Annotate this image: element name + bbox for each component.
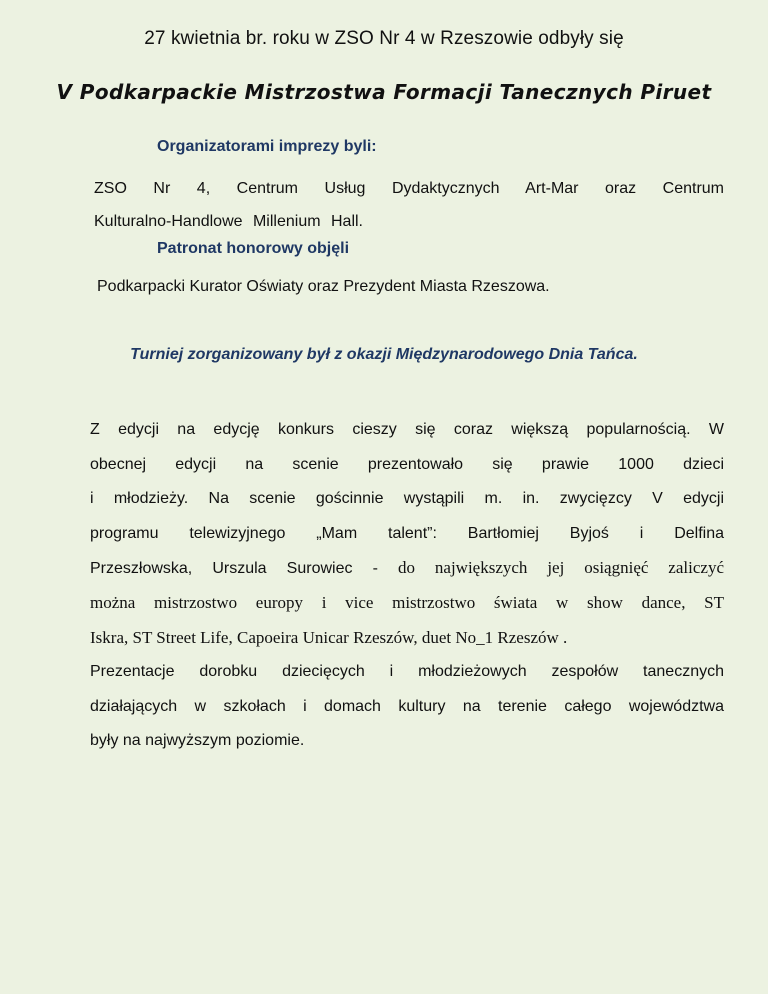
body-line-2: obecnej edycji na scenie prezentowało się prawie 1000 dzieci — [90, 455, 724, 473]
body-paragraph — [90, 413, 724, 759]
body-line-9: działających w szkołach i domach kultury na terenie całego województwa — [90, 697, 724, 715]
patronage-text: Podkarpacki Kurator Oświaty oraz Prezydent Miasta Rzeszowa. — [97, 278, 550, 295]
body-line-7: Iskra, ST Street Life, Capoeira Unicar Rzeszów, duet No_1 Rzeszów . — [90, 627, 568, 647]
body-line-6: można mistrzostwo europy i vice mistrzostwo świata w show dance, ST — [90, 592, 724, 612]
body-line-5 — [90, 551, 724, 586]
body-line-5-part-1: Przeszłowska, Urszula Surowiec - — [90, 560, 398, 578]
organizers-heading: Organizatorami imprezy byli: — [157, 138, 377, 155]
body-line-8: Prezentacje dorobku dziecięcych i młodzieżowych zespołów tanecznych — [90, 663, 724, 681]
body-line-10: były na najwyższym poziomie. — [90, 732, 305, 750]
patronage-heading: Patronat honorowy objęli — [157, 240, 350, 257]
body-line-1: Z edycji na edycję konkurs cieszy się coraz większą popularnością. W — [90, 421, 724, 438]
organizers-line-2: Kulturalno-Handlowe Millenium Hall. — [94, 213, 363, 230]
document-title: V Podkarpackie Mistrzostwa Formacji Tanecznych Piruet — [56, 80, 712, 104]
organizers-text — [94, 172, 724, 238]
intro-line: 27 kwietnia br. roku w ZSO Nr 4 w Rzeszowie odbyły się — [144, 28, 624, 49]
organizers-line-1: ZSO Nr 4, Centrum Usług Dydaktycznych Art-Mar oraz Centrum — [94, 180, 724, 197]
body-line-3: i młodzieży. Na scenie gościnnie wystąpili m. in. zwycięzcy V edycji — [90, 490, 724, 508]
body-line-4: programu telewizyjnego „Mam talent”: Bartłomiej Byjoś i Delfina — [90, 524, 724, 542]
body-line-5-part-2: do największych jej osiągnięć zaliczyć — [398, 558, 724, 578]
tournament-line: Turniej zorganizowany był z okazji Międzynarodowego Dnia Tańca. — [130, 346, 638, 363]
